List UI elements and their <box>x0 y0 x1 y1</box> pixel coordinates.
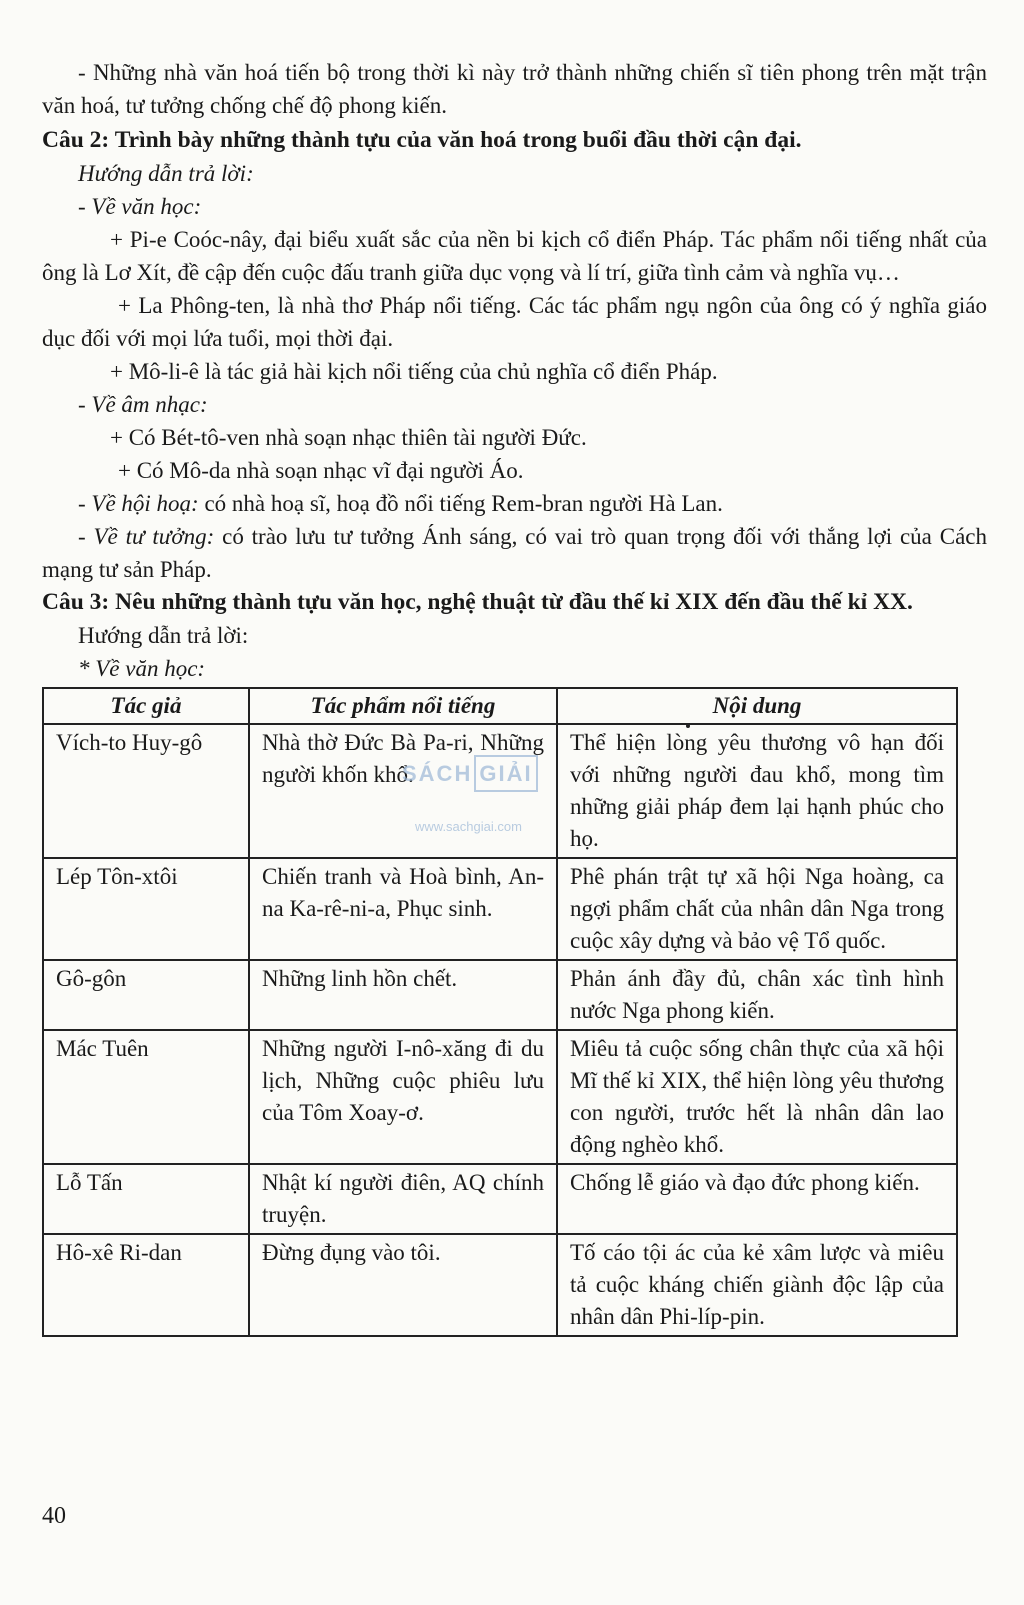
document-page <box>42 56 987 1337</box>
content-cell: Phản ánh đầy đủ, chân xác tình hình nước Nga phong kiến. <box>557 960 957 1030</box>
author-cell: Lép Tôn-xtôi <box>43 858 249 960</box>
author-cell: Vích-to Huy-gô <box>43 724 249 858</box>
music-item-beethoven: + Có Bét-tô-ven nhà soạn nhạc thiên tài người Đức. <box>110 425 587 450</box>
works-cell: Nhật kí người điên, AQ chính truyện. <box>249 1164 557 1234</box>
watermark-text-giai: GIẢI <box>474 755 537 792</box>
works-cell: Chiến tranh và Hoà bình, An-na Ka-rê-ni-a, Phục sinh. <box>249 858 557 960</box>
table-row <box>43 724 957 858</box>
stray-dot-mark <box>686 724 690 728</box>
content-cell: Thể hiện lòng yêu thương vô hạn đối với những người đau khổ, mong tìm những giải pháp đem lại hạnh phúc cho họ. <box>557 724 957 858</box>
content-cell: Chống lễ giáo và đạo đức phong kiến. <box>557 1164 957 1234</box>
painting-label: - Về hội hoạ: <box>78 491 199 516</box>
author-cell: Hô-xê Ri-dan <box>43 1234 249 1336</box>
lit-item-corneille: + Pi-e Coóc-nây, đại biểu xuất sắc của nền bi kịch cổ điển Pháp. Tác phẩm nổi tiếng nhất của ông là Lơ Xít, đề cập đến cuộc đấu tranh giữa dục vọng và lí trí, giữa tình cảm và nghĩa vụ… <box>42 227 987 285</box>
question-2-title: Câu 2: Trình bày những thành tựu của văn hoá trong buổi đầu thời cận đại. <box>42 127 802 153</box>
works-cell: Đừng đụng vào tôi. <box>249 1234 557 1336</box>
table-row <box>43 1164 957 1234</box>
intro-paragraph: - Những nhà văn hoá tiến bộ trong thời kì này trở thành những chiến sĩ tiên phong trên mặt trận văn hoá, tư tưởng chống chế độ phong kiến. <box>42 60 987 118</box>
header-content: Nội dung <box>557 688 957 724</box>
author-cell: Mác Tuên <box>43 1030 249 1164</box>
table-row <box>43 960 957 1030</box>
q3-guide-label: Hướng dẫn trả lời: <box>78 623 249 648</box>
q2-literature-heading: - Về văn học: <box>78 194 202 219</box>
table-header-row <box>43 688 957 724</box>
author-cell: Lỗ Tấn <box>43 1164 249 1234</box>
author-cell: Gô-gôn <box>43 960 249 1030</box>
header-author: Tác giả <box>43 688 249 724</box>
content-cell: Tố cáo tội ác của kẻ xâm lược và miêu tả cuộc kháng chiến giành độc lập của nhân dân Phi-líp-pin. <box>557 1234 957 1336</box>
q2-music-heading: - Về âm nhạc: <box>78 392 208 417</box>
works-cell: Những người I-nô-xăng đi du lịch, Những cuộc phiêu lưu của Tôm Xoay-ơ. <box>249 1030 557 1164</box>
question-3-title: Câu 3: Nêu những thành tựu văn học, nghệ thuật từ đầu thế kỉ XIX đến đầu thế kỉ XX. <box>42 589 913 615</box>
q2-thought-line <box>42 520 987 586</box>
header-works: Tác phẩm nổi tiếng <box>249 688 557 724</box>
lit-item-moliere: + Mô-li-ê là tác giả hài kịch nổi tiếng của chủ nghĩa cổ điển Pháp. <box>110 359 718 384</box>
table-row <box>43 858 957 960</box>
watermark-url: www.sachgiai.com <box>415 819 522 834</box>
lit-item-lafontaine: + La Phông-ten, là nhà thơ Pháp nổi tiếng. Các tác phẩm ngụ ngôn của ông có ý nghĩa giáo dục đối với mọi lứa tuổi, mọi thời đại. <box>42 293 987 351</box>
painting-text: có nhà hoạ sĩ, hoạ đồ nổi tiếng Rem-bran người Hà Lan. <box>198 491 723 516</box>
works-cell: Nhà thờ Đức Bà Pa-ri, Những người khốn khổ. <box>249 724 557 858</box>
music-item-mozart: + Có Mô-da nhà soạn nhạc vĩ đại người Áo. <box>118 458 524 483</box>
literature-table <box>42 687 958 1337</box>
page-number: 40 <box>42 1503 66 1529</box>
thought-text: có trào lưu tư tưởng Ánh sáng, có vai trò quan trọng đối với thắng lợi của Cách mạng tư sản Pháp. <box>42 524 987 582</box>
table-row <box>43 1234 957 1336</box>
content-cell: Phê phán trật tự xã hội Nga hoàng, ca ngợi phẩm chất của nhân dân Nga trong cuộc xây dựng và bảo vệ Tổ quốc. <box>557 858 957 960</box>
q3-literature-heading: * Về văn học: <box>78 656 206 681</box>
content-cell: Miêu tả cuộc sống chân thực của xã hội Mĩ thế kỉ XIX, thể hiện lòng yêu thương con người, trước hết là nhân dân lao động nghèo khổ. <box>557 1030 957 1164</box>
table-row <box>43 1030 957 1164</box>
q2-painting-line <box>42 487 987 520</box>
watermark-text-sach: SÁCH <box>402 761 473 786</box>
thought-label: - Về tư tưởng: <box>78 524 215 549</box>
q2-guide-label: Hướng dẫn trả lời: <box>78 161 254 186</box>
works-cell: Những linh hồn chết. <box>249 960 557 1030</box>
